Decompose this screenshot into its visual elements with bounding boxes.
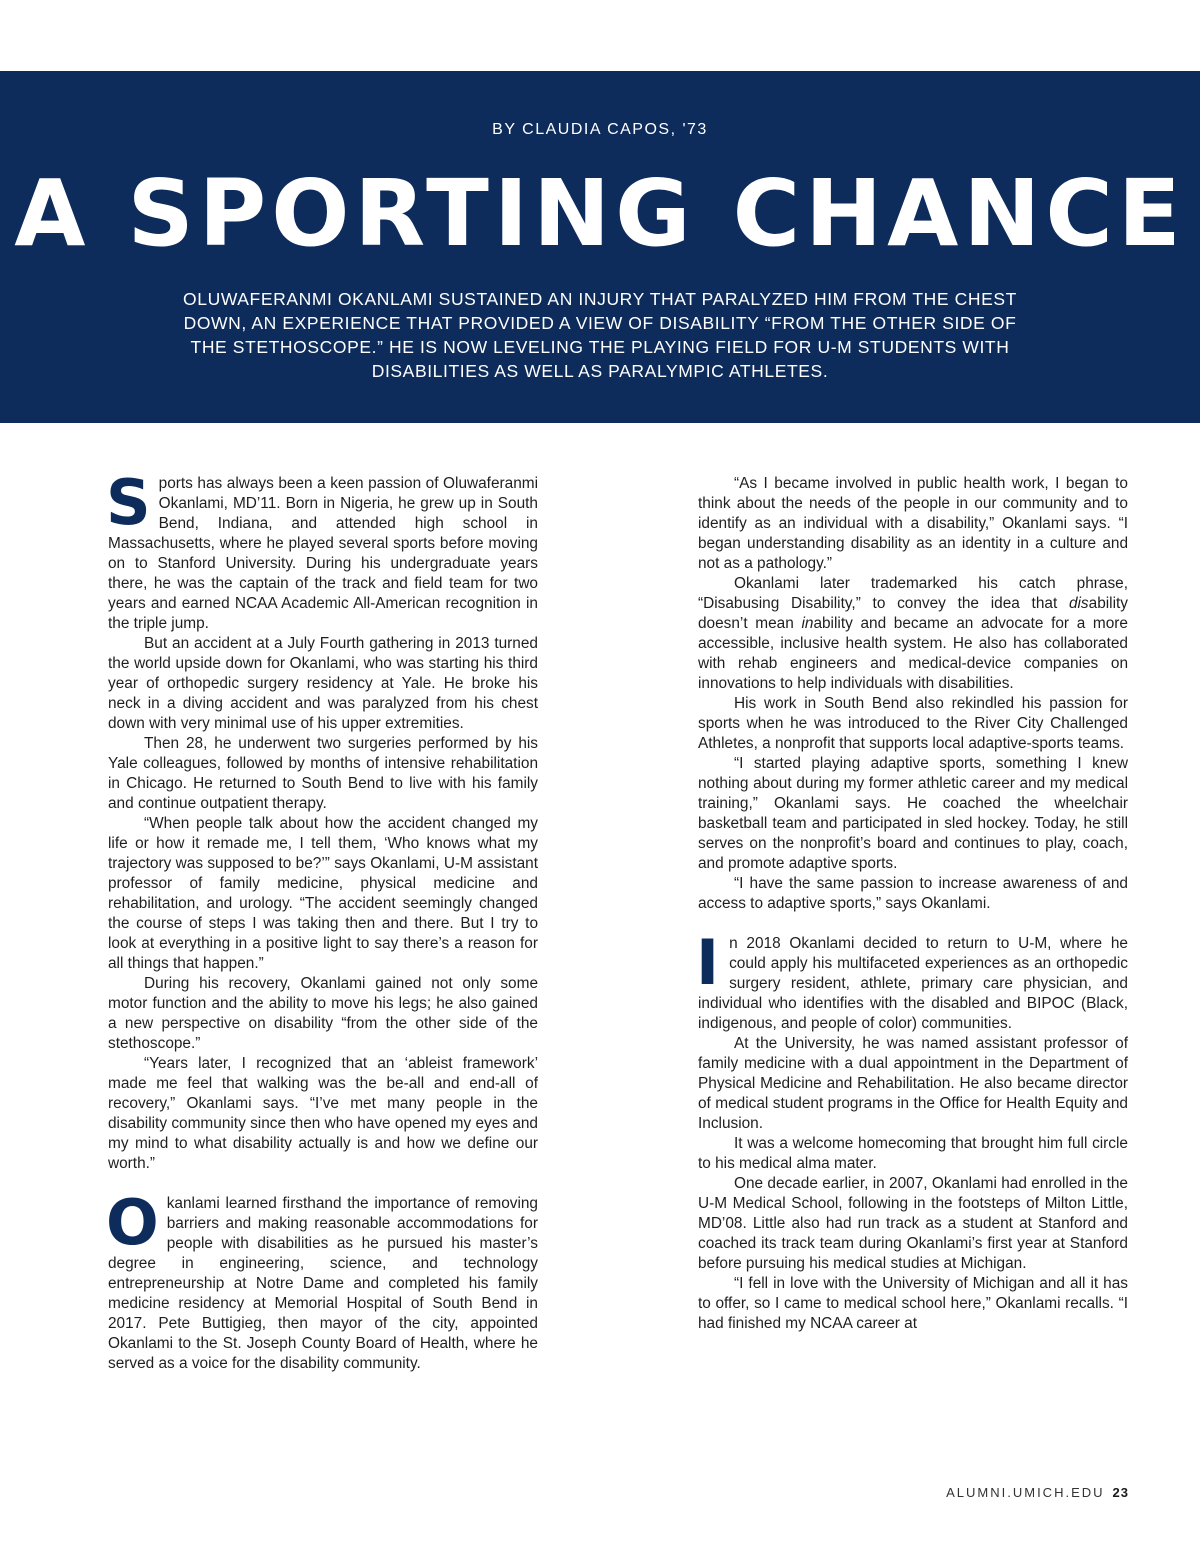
paragraph-text: ability and became an advocate for a more accessible, inclusive health system. He also has collaborated with rehab engineers and medical-device companies on innovations to help individuals with disabilities.: [698, 615, 1128, 692]
headline: A SPORTING CHANCE: [14, 160, 1186, 267]
paragraph: “I fell in love with the University of Michigan and all it has to offer, so I came to medical school here,” Okanlami recalls. “I had finished my NCAA career at: [698, 1275, 1128, 1332]
emphasis: in: [801, 615, 814, 632]
page-number: 23: [1112, 1485, 1129, 1500]
drop-cap: S: [106, 466, 151, 539]
paragraph: But an accident at a July Fourth gathering in 2013 turned the world upside down for Okanlami, who was starting his third year of orthopedic surgery residency at Yale. He broke his neck in a diving accident and was paralyzed from his chest down with very minimal use of his upper extremities.: [108, 635, 538, 732]
paragraph: “As I became involved in public health work, I began to think about the needs of the people in our community and to identify as an individual with a disability,” Okanlami says. “I began understanding disability as an identity in a culture and not as a pathology.”: [698, 475, 1128, 572]
paragraph-text: n 2018 Okanlami decided to return to U-M, where he could apply his multifaceted experiences as an orthopedic surgery resident, athlete, primary care physician, and individual who identifies with the disabled and BIPOC (Black, indigenous, and people of color) communities.: [698, 935, 1128, 1032]
paragraph: His work in South Bend also rekindled his passion for sports when he was introduced to the River City Challenged Athletes, a nonprofit that supports local adaptive-sports teams.: [698, 695, 1128, 752]
paragraph-text: kanlami learned firsthand the importance of removing barriers and making reasonable accommodations for people with disabilities as he pursued his master’s degree in engineering, science, and technology entrepreneurship at Notre Dame and completed his family medicine residency at Memorial Hospital of South Bend in 2017. Pete Buttigieg, then mayor of the city, appointed Okanlami to the St. Joseph County Board of Health, where he served as a voice for the disability community.: [108, 1195, 538, 1372]
paragraph: “I started playing adaptive sports, something I knew nothing about during my former athletic career and my medical training,” Okanlami says. He coached the wheelchair basketball team and participated in sled hockey. Today, he still serves on the nonprofit’s board and continues to play, coach, and promote adaptive sports.: [698, 755, 1128, 872]
drop-cap: I: [696, 926, 720, 999]
paragraph: One decade earlier, in 2007, Okanlami had enrolled in the U-M Medical School, following in the footsteps of Milton Little, MD’08. Little also had run track as a student at Stanford and coached its track team during Okanlami’s first year at Stanford before pursuing his medical studies at Michigan.: [698, 1175, 1128, 1272]
paragraph: At the University, he was named assistant professor of family medicine with a dual appointment in the Department of Physical Medicine and Rehabilitation. He also became director of medical student programs in the Office for Health Equity and Inclusion.: [698, 1035, 1128, 1132]
paragraph: Then 28, he underwent two surgeries performed by his Yale colleagues, followed by months of intensive rehabilitation in Chicago. He returned to South Bend to live with his family and continue outpatient therapy.: [108, 735, 538, 812]
paragraph: “Years later, I recognized that an ‘ableist framework’ made me feel that walking was the be-all and end-all of recovery,” Okanlami says. “I’ve met many people in the disability community since then who have opened my eyes and my mind to what disability actually is and how we define our worth.”: [108, 1055, 538, 1172]
paragraph-text: ports has always been a keen passion of Oluwaferanmi Okanlami, MD’11. Born in Nigeria, he grew up in South Bend, Indiana, and attended high school in Massachusetts, where he played several sports before moving on to Stanford University. During his undergraduate years there, he was the captain of the track and field team for two years and earned NCAA Academic All-American recognition in the triple jump.: [108, 475, 538, 632]
paragraph: [698, 574, 1128, 694]
paragraph: During his recovery, Okanlami gained not only some motor function and the ability to move his legs; he also gained a new perspective on disability “from the other side of the stethoscope.”: [108, 975, 538, 1052]
byline: BY CLAUDIA CAPOS, '73: [492, 121, 708, 138]
title-banner: [0, 71, 1200, 423]
emphasis: dis: [1068, 595, 1089, 612]
drop-cap: O: [106, 1186, 159, 1259]
paragraph: [106, 466, 538, 634]
article-column-right: [698, 474, 1128, 1334]
paragraph-text: Okanlami later trademarked his catch phrase, “Disabusing Disability,” to convey the idea that: [698, 575, 1128, 612]
deck-summary: OLUWAFERANMI OKANLAMI SUSTAINED AN INJURY THAT PARALYZED HIM FROM THE CHEST DOWN, AN EXPERIENCE THAT PROVIDED A VIEW OF DISABILITY “FROM THE OTHER SIDE OF THE STETHOSCOPE.” HE IS NOW LEVELING THE PLAYING FIELD FOR U-M STUDENTS WITH DISABILITIES AS WELL AS PARALYMPIC ATHLETES.: [183, 289, 1017, 381]
page-footer: [946, 1485, 1129, 1500]
paragraph: “When people talk about how the accident changed my life or how it remade me, I tell them, ‘Who knows what my trajectory was supposed to be?’” says Okanlami, U-M assistant professor of family medicine, physical medicine and rehabilitation, and urology. “The accident seemingly changed the course of steps I was taking then and there. But I try to look at everything in a positive light to say there’s a reason for all things that happen.”: [108, 815, 538, 972]
paragraph: “I have the same passion to increase awareness of and access to adaptive sports,” says Okanlami.: [698, 875, 1128, 912]
paragraph: It was a welcome homecoming that brought him full circle to his medical alma mater.: [698, 1135, 1128, 1172]
article-column-left: [106, 466, 538, 1374]
paragraph: [106, 1186, 538, 1374]
footer-site-url: ALUMNI.UMICH.EDU: [946, 1485, 1105, 1500]
paragraph-text: ability doesn’t mean: [698, 595, 1128, 632]
paragraph: [696, 926, 1128, 1034]
